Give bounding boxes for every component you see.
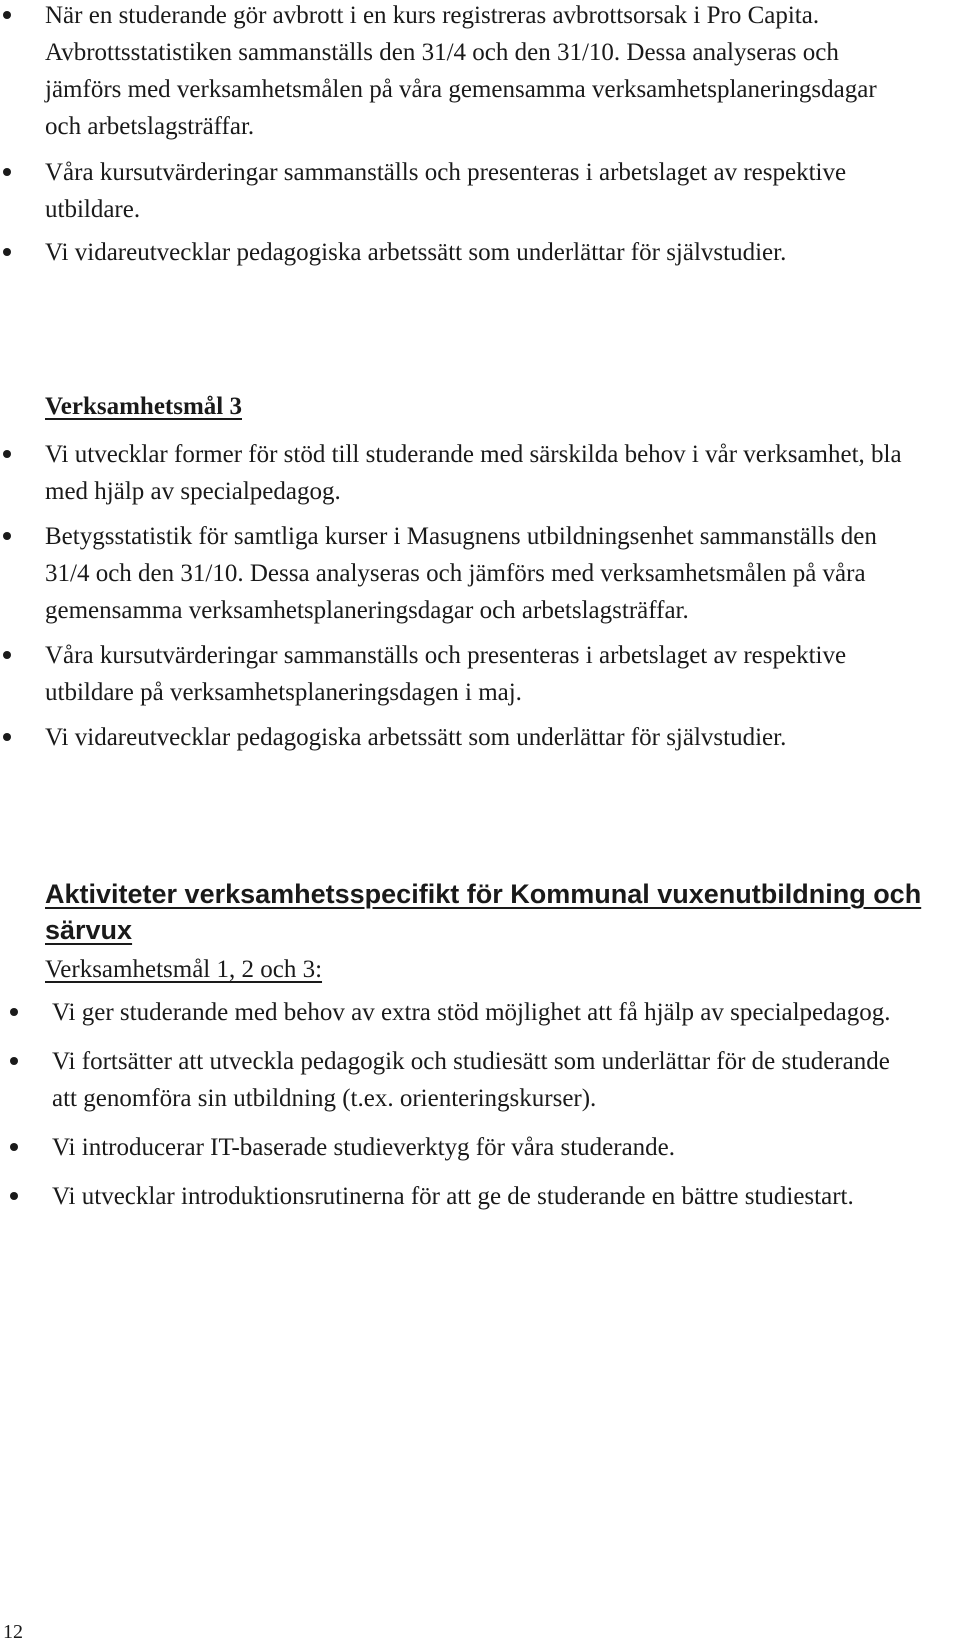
list-item-text: Vi utvecklar introduktionsrutinerna för att ge de studerande en bättre studiestart. [52,1183,854,1210]
bullet-icon [3,450,11,458]
bullet-icon [10,1057,18,1065]
section-title: Aktiviteter verksamhetsspecifikt för Kommunal vuxenutbildning och särvux [45,879,922,945]
goal-3-heading: Verksamhetsmål 3 [45,393,242,420]
list-item [0,719,940,756]
bullet-icon [3,532,11,540]
list-item [0,1043,940,1117]
list-item-text: Vi introducerar IT-baserade studieverktyg för våra studerande. [52,1134,676,1161]
list-item-text: Vi vidareutvecklar pedagogiska arbetssätt som underlättar för självstudier. [45,724,787,751]
goals-1-2-3-heading: Verksamhetsmål 1, 2 och 3: [45,956,323,983]
bullet-icon [3,168,11,176]
bullet-icon [3,11,11,19]
list-item-text: Vi ger studerande med behov av extra stöd möjlighet att få hjälp av specialpedagog. [52,999,891,1026]
bullet-icon [3,733,11,741]
list-item-text: Vi fortsätter att utveckla pedagogik och studiesätt som underlättar för de studerande att genomföra sin utbildning (t.ex. orienteringskurser). [52,1048,890,1112]
list-item [0,637,940,711]
page-number: 12 [3,1621,23,1643]
bullet-list-activities [0,0,940,277]
bullet-icon [10,1143,18,1151]
list-item-text: Våra kursutvärderingar sammanställs och presenteras i arbetslaget av respektive utbildare på verksamhetsplaneringsdagen i maj. [45,642,847,706]
list-item-text: Vi vidareutvecklar pedagogiska arbetssätt som underlättar för självstudier. [45,239,787,266]
list-item-text: Våra kursutvärderingar sammanställs och presenteras i arbetslaget av respektive utbildare. [45,159,847,223]
list-item [0,994,940,1031]
list-item [0,518,940,629]
list-item [0,0,940,145]
bullet-icon [10,1192,18,1200]
list-item [0,234,940,271]
list-item-text: När en studerande gör avbrott i en kurs registreras avbrottsorsak i Pro Capita. Avbrottsstatistiken sammanställs den 31/4 och den 31/10. Dessa analyseras och jämförs med verksamhetsmålen på våra gemensamma verksamhetsplaneringsdagar och arbetslagsträffar. [45,2,877,140]
list-item [0,436,940,510]
bullet-icon [3,248,11,256]
bullet-icon [3,651,11,659]
list-item-text: Vi utvecklar former för stöd till studerande med särskilda behov i vår verksamhet, bla med hjälp av specialpedagog. [45,441,902,505]
list-item [0,1178,940,1215]
bullet-list-goal-3 [0,436,940,764]
list-item [0,154,940,228]
list-item-text: Betygsstatistik för samtliga kurser i Masugnens utbildningsenhet sammanställs den 31/4 och den 31/10. Dessa analyseras och jämförs med verksamhetsmålen på våra gemensamma verksamhetsplaneringsdagar och arbetslagsträffar. [45,523,877,624]
list-item [0,1129,940,1166]
bullet-icon [10,1008,18,1016]
bullet-list-vuxenutbildning [0,994,940,1227]
